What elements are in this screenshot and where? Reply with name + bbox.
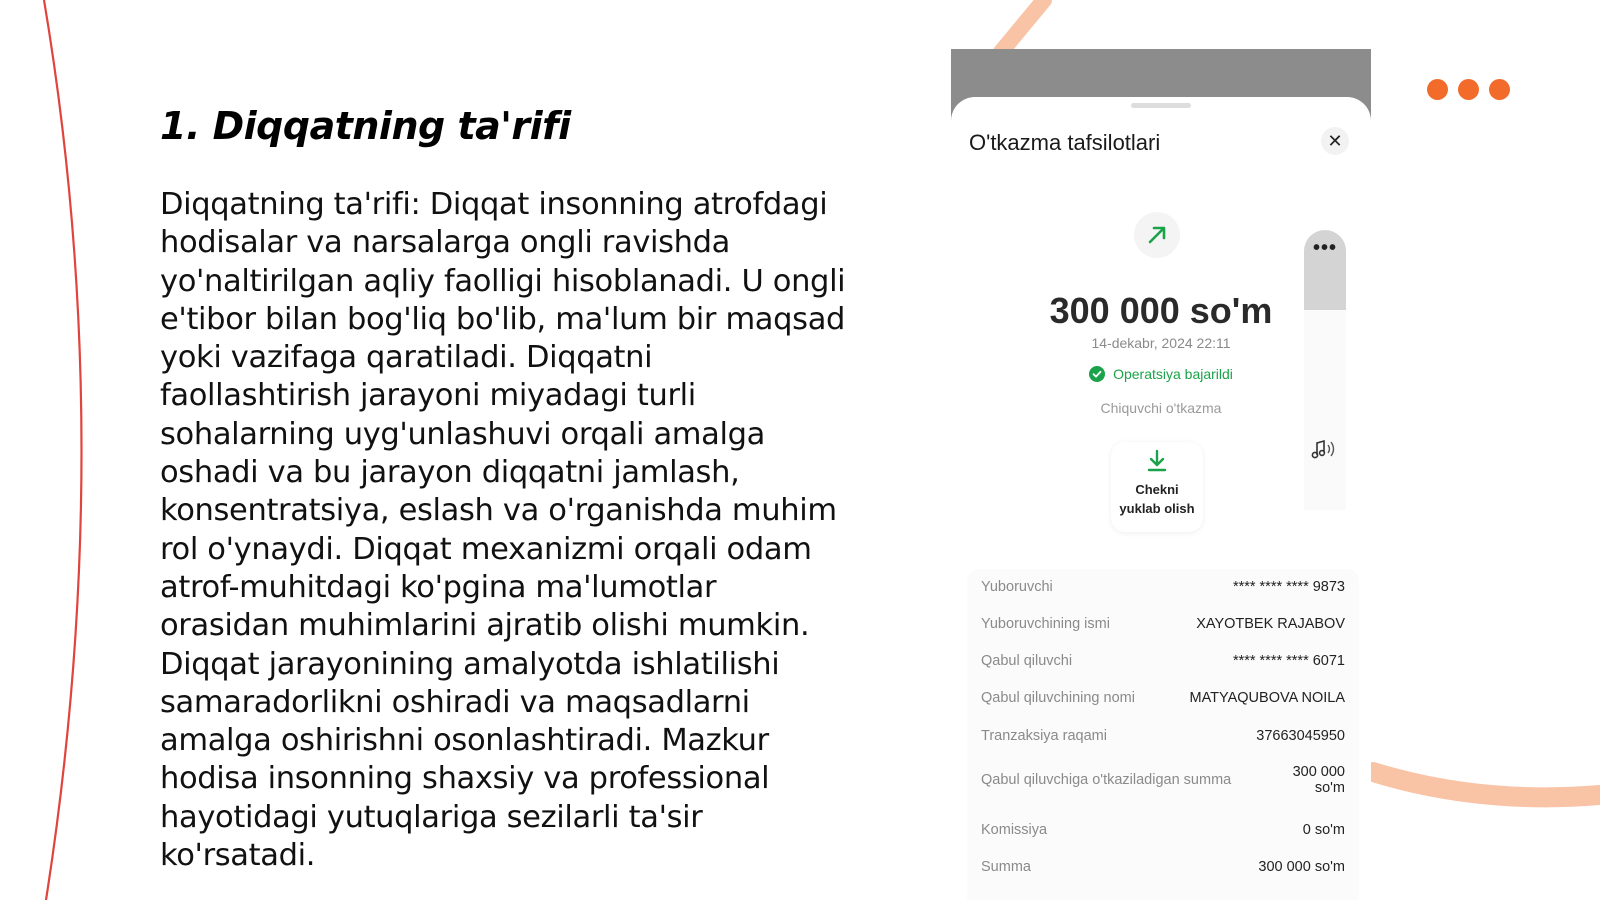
- detail-label: Qabul qiluvchining nomi: [981, 690, 1135, 706]
- slide-title: 1. Diqqatning ta'rifi: [160, 104, 571, 148]
- detail-label: Yuboruvchi: [981, 579, 1053, 595]
- detail-label: Qabul qiluvchiga o'tkaziladigan summa: [981, 772, 1232, 788]
- status-label: Operatsiya bajarildi: [1113, 366, 1233, 382]
- close-icon: ✕: [1327, 130, 1343, 151]
- download-label-line2: yuklab olish: [1119, 501, 1195, 516]
- detail-label: Summa: [981, 859, 1031, 875]
- detail-label: Tranzaksiya raqami: [981, 728, 1107, 744]
- download-icon: [1145, 448, 1169, 474]
- phone-screenshot: [951, 49, 1371, 900]
- check-circle-icon: [1089, 366, 1105, 382]
- detail-value-line1: 300 000: [1292, 764, 1345, 780]
- detail-row: [981, 728, 1345, 744]
- close-button[interactable]: [1321, 127, 1349, 155]
- sheet-title: O'tkazma tafsilotlari: [969, 130, 1161, 155]
- sound-icon[interactable]: [1309, 437, 1339, 463]
- detail-row: [981, 690, 1345, 706]
- more-dots-icon[interactable]: •••: [1313, 237, 1338, 259]
- download-label-line1: Chekni: [1135, 482, 1179, 497]
- transfer-status: [951, 366, 1371, 382]
- detail-row: [981, 859, 1345, 875]
- detail-row: [981, 764, 1345, 796]
- dot-2: [1458, 79, 1479, 100]
- detail-value: 0 so'm: [1302, 822, 1345, 838]
- transfer-date: 14-dekabr, 2024 22:11: [1091, 335, 1231, 351]
- dot-3: [1489, 79, 1510, 100]
- detail-label: Qabul qiluvchi: [981, 653, 1073, 669]
- detail-value: **** **** **** 6071: [1232, 653, 1345, 669]
- top-peach-stroke: [1001, 0, 1044, 52]
- detail-label: Yuboruvchining ismi: [981, 616, 1110, 632]
- detail-row: [981, 653, 1345, 669]
- detail-value: XAYOTBEK RAJABOV: [1196, 616, 1345, 632]
- detail-value: [1293, 764, 1345, 796]
- detail-label: Komissiya: [981, 822, 1048, 838]
- detail-row: [981, 822, 1345, 838]
- transfer-details-sheet: [951, 97, 1371, 900]
- sheet-grabber[interactable]: [1131, 103, 1191, 108]
- detail-row: [981, 579, 1345, 595]
- transfer-type: Chiquvchi o'tkazma: [1100, 400, 1222, 416]
- detail-value: 37663045950: [1256, 728, 1345, 744]
- outgoing-arrow-badge: [1134, 212, 1180, 258]
- detail-value: MATYAQUBOVA NOILA: [1189, 690, 1345, 706]
- detail-row: [981, 616, 1345, 632]
- window-dots: [1427, 79, 1510, 100]
- right-peach-swoosh: [1373, 772, 1600, 797]
- detail-value: **** **** **** 9873: [1232, 579, 1345, 595]
- detail-value: 300 000 so'm: [1258, 859, 1345, 875]
- transfer-details-list: [967, 569, 1359, 900]
- download-receipt-label: [1119, 480, 1194, 518]
- download-receipt-button[interactable]: [1111, 442, 1203, 532]
- left-red-curve: [44, 0, 82, 900]
- arrow-up-right-icon: [1145, 223, 1169, 247]
- transfer-amount: 300 000 so'm: [1049, 290, 1273, 331]
- slide-body-text: Diqqatning ta'rifi: Diqqat insonning atrofdagi hodisalar va narsalarga ongli ravishda yo'naltirilgan aqliy faolligi hisoblanadi. U ongli e'tibor bilan bog'liq bo'lib, ma'lum bir maqsad yoki vazifaga qaratiladi. Diqqatni faollashtirish jarayoni miyadagi turli sohalarning uyg'unlashuvi orqali amalga oshadi va bu jarayon diqqatni jamlash, konsentratsiya, eslash va o'rganishda muhim rol o'ynaydi. Diqqat mexanizmi orqali odam atrof-muhitdagi ko'pgina ma'lumotlar orasidan muhimlarini ajratib olishi mumkin. Diqqat jarayonining amalyotda ishlatilishi samaradorlikni oshiradi va maqsadlarni amalga oshirishni osonlashtiradi. Mazkur hodisa insonning shaxsiy va professional hayotidagi yutuqlariga sezilarli ta'sir ko'rsatadi.: [160, 187, 846, 874]
- detail-value-line2: so'm: [1314, 780, 1345, 796]
- dot-1: [1427, 79, 1448, 100]
